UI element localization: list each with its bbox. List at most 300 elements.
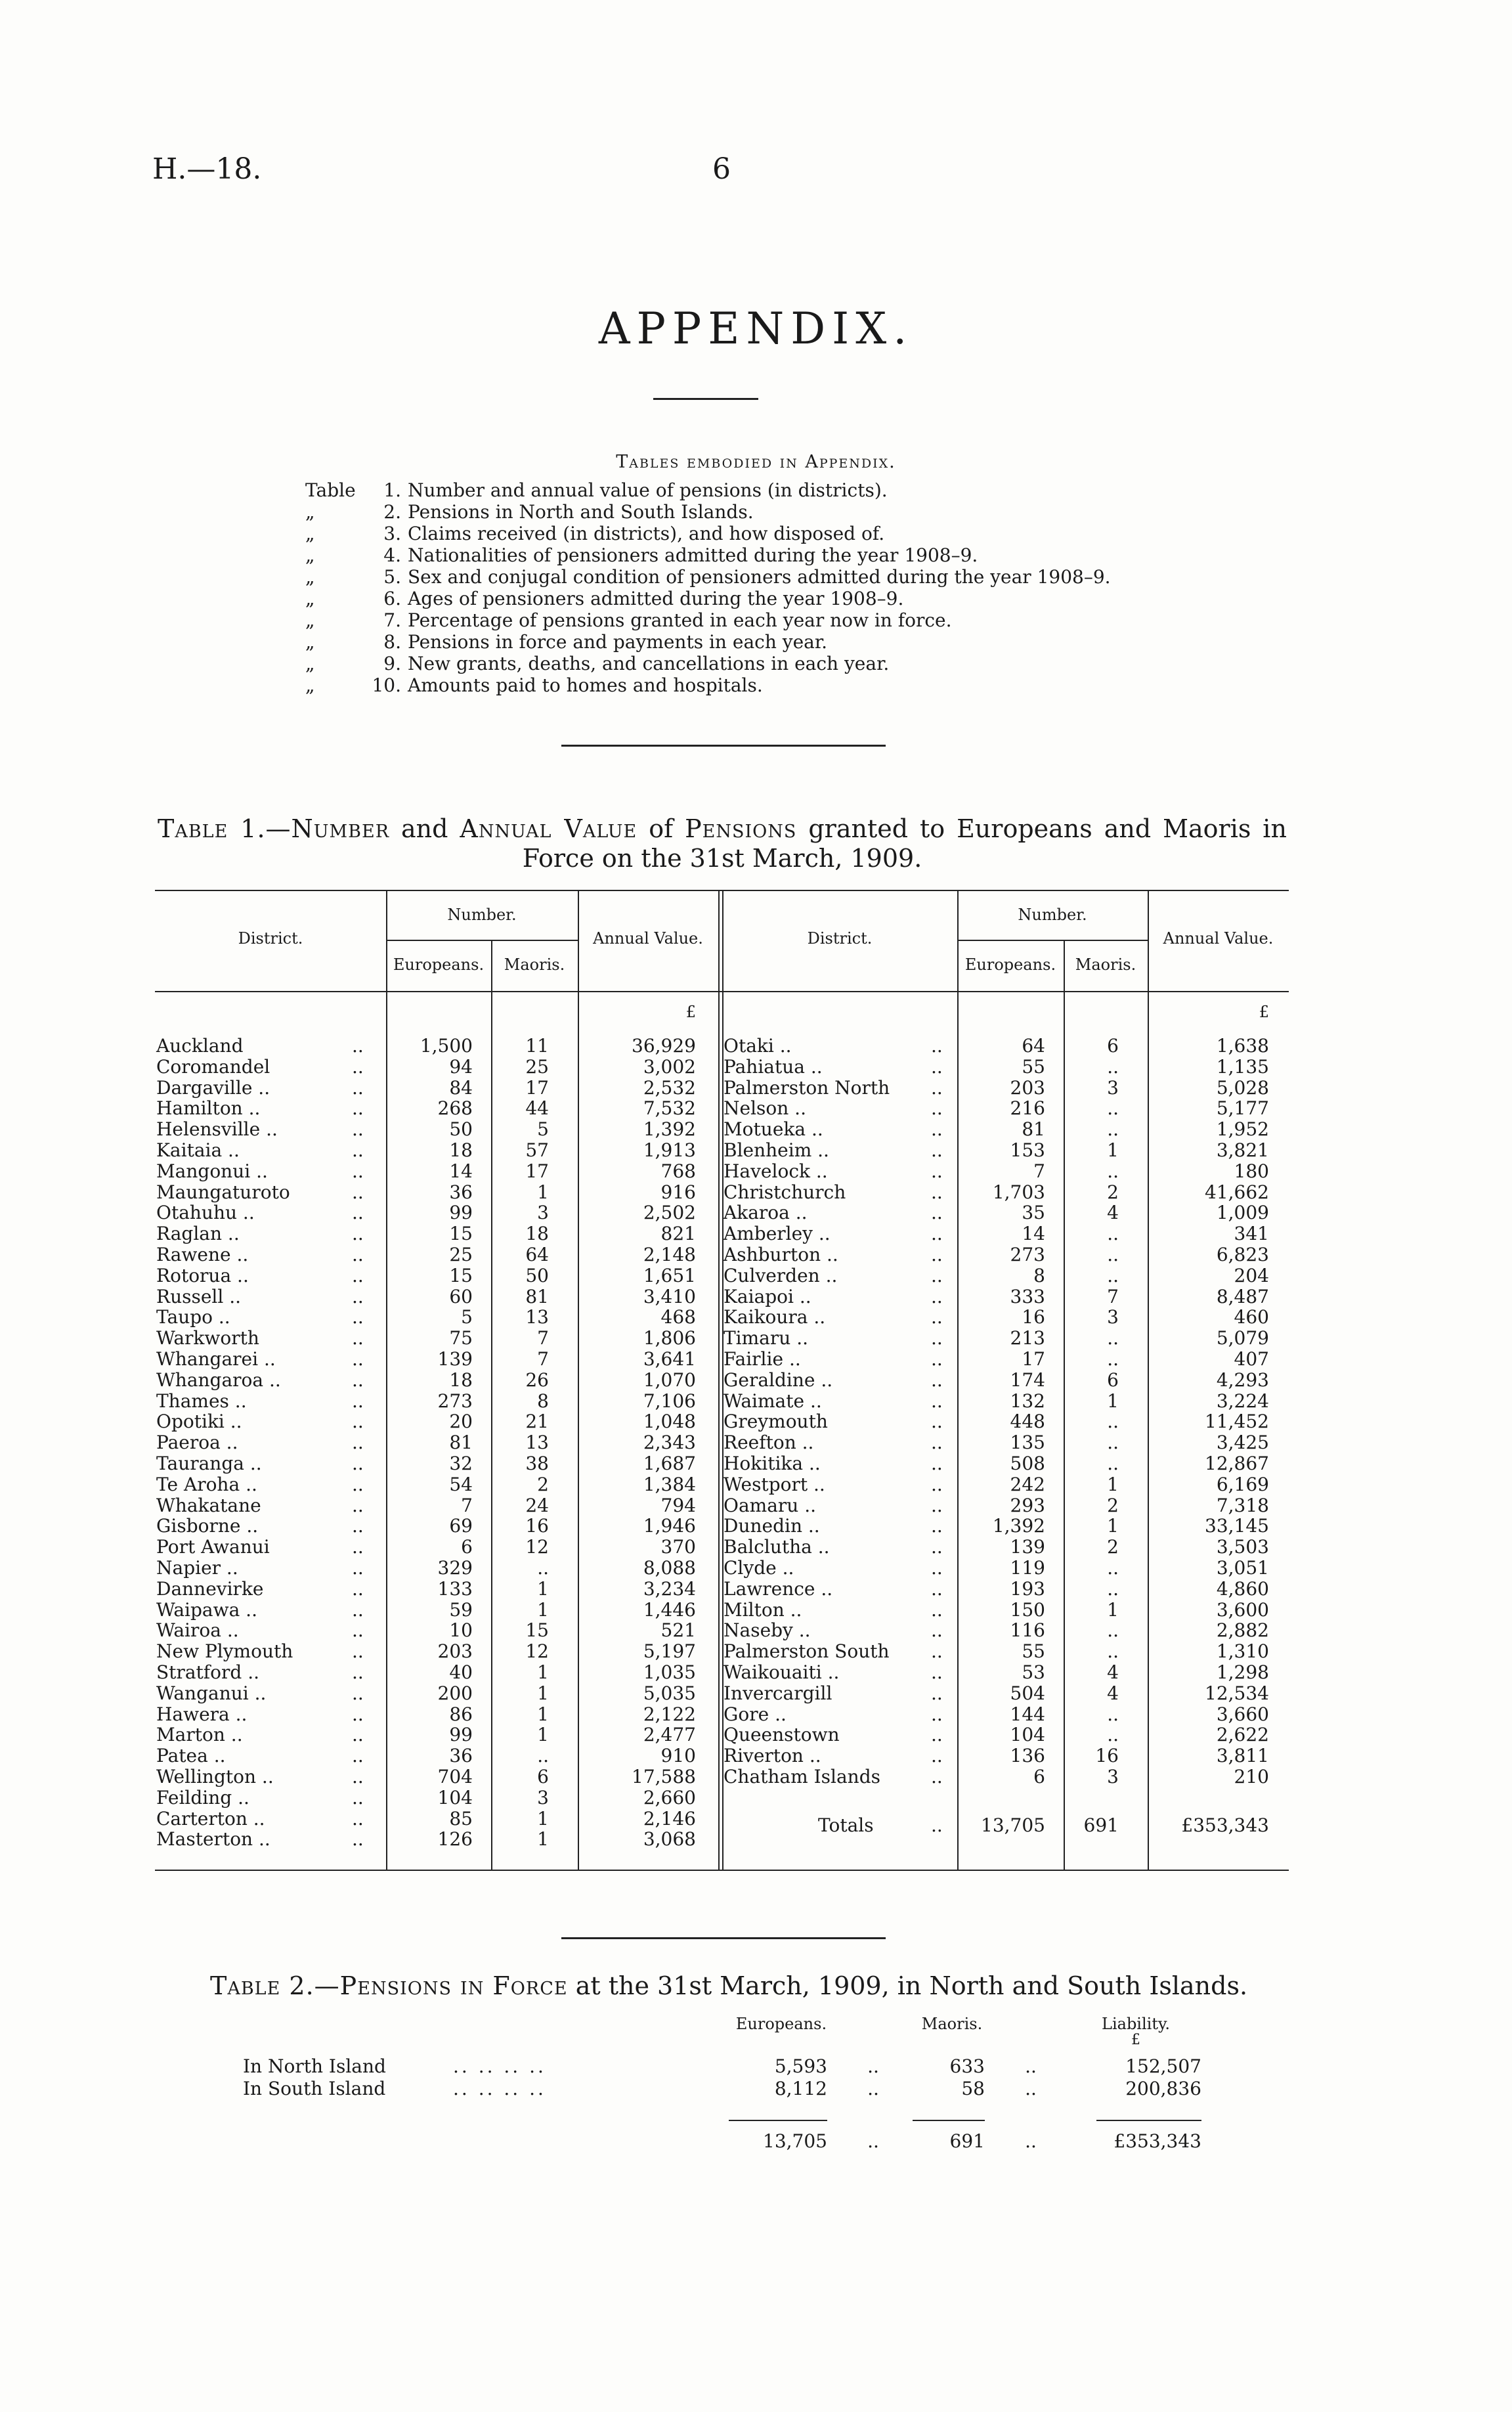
europeans-count: 139 <box>437 1348 473 1370</box>
toc-item-label: Table <box>305 479 356 501</box>
annual-value: 11,452 <box>1205 1411 1269 1433</box>
district-name: Hamilton .. <box>156 1097 261 1120</box>
maoris-count: 3 <box>537 1786 549 1809</box>
europeans-count: 333 <box>1010 1285 1045 1307</box>
total-annual-value: £353,343 <box>1181 1814 1269 1836</box>
annual-value: 33,145 <box>1205 1515 1269 1537</box>
maoris-count: 12 <box>525 1640 549 1663</box>
annual-value: 1,638 <box>1216 1035 1269 1057</box>
leader-dots: .. <box>352 1327 364 1349</box>
leader-dots: .. <box>352 1264 364 1286</box>
europeans-count: 6 <box>1033 1766 1045 1787</box>
leader-dots: .. <box>931 1453 943 1474</box>
annual-value: 2,502 <box>643 1202 696 1224</box>
t2-total-europeans: 13,705 <box>763 2130 827 2152</box>
leader-dots: .. <box>931 1118 943 1141</box>
district-name: Fairlie .. <box>724 1348 801 1370</box>
district-name: Blenheim .. <box>724 1139 829 1161</box>
annual-value: 1,952 <box>1216 1118 1269 1141</box>
total-maoris: 691 <box>1083 1814 1119 1836</box>
annual-value: 3,051 <box>1216 1557 1269 1579</box>
maoris-count: 1 <box>537 1828 549 1851</box>
maoris-count: .. <box>1107 1640 1119 1663</box>
district-name: Patea .. <box>156 1745 226 1767</box>
district-name: Nelson .. <box>724 1097 806 1120</box>
leader-dots: .. <box>352 1285 364 1307</box>
leader-dots: .. <box>352 1223 364 1245</box>
toc-item-number: 10. <box>372 674 401 696</box>
maoris-count: 1 <box>1107 1473 1119 1495</box>
table-row <box>155 1391 1289 1412</box>
annual-value: 2,532 <box>643 1076 696 1099</box>
district-name: Waipawa .. <box>156 1598 257 1621</box>
europeans-count: 242 <box>1010 1473 1045 1495</box>
district-name: New Plymouth <box>156 1640 293 1663</box>
district-name: Motueka .. <box>724 1118 823 1141</box>
annual-value: 3,068 <box>643 1828 696 1851</box>
toc-item <box>305 631 1111 653</box>
table-row <box>155 1202 1289 1223</box>
island-label: In South Island <box>243 2078 386 2099</box>
leader-dots: .. <box>931 1076 943 1099</box>
t2-total-sep: .. <box>1025 2130 1037 2152</box>
maoris-count: .. <box>537 1557 549 1579</box>
europeans-count: 36 <box>449 1181 473 1203</box>
leader-dots: .. <box>931 1703 943 1725</box>
table-row <box>155 1704 1289 1725</box>
annual-value: 36,929 <box>632 1035 696 1057</box>
leader-dots: .. <box>352 1118 364 1141</box>
maoris-count: 3 <box>1107 1076 1119 1099</box>
table1-title-a: Table 1.—Number <box>158 814 390 843</box>
total-europeans: 13,705 <box>981 1814 1045 1836</box>
table1-title-b: and <box>401 814 448 843</box>
district-name: Rawene .. <box>156 1244 249 1265</box>
annual-value: 1,070 <box>643 1369 696 1391</box>
col-header-district: District. <box>807 929 873 948</box>
col-header-europeans: Europeans. <box>964 955 1056 974</box>
leader-dots: .. <box>931 1055 943 1078</box>
leader-dots: .. <box>352 1390 364 1412</box>
europeans-count: 504 <box>1010 1682 1045 1704</box>
leader-dots: .. <box>352 1703 364 1725</box>
annual-value: 1,651 <box>643 1264 696 1286</box>
maoris-count: 1 <box>537 1181 549 1203</box>
table2-title-b: at the 31st March, 1909, in North and South Islands. <box>575 1971 1248 2000</box>
europeans-count: 126 <box>437 1828 473 1851</box>
annual-value: 210 <box>1234 1766 1269 1787</box>
annual-value: 1,035 <box>643 1661 696 1683</box>
leader-dots: .. <box>352 1598 364 1621</box>
table-row <box>155 1662 1289 1683</box>
leader-dots: .. <box>931 1745 943 1767</box>
toc-item <box>305 588 1111 609</box>
district-name: Maungaturoto <box>156 1181 290 1203</box>
maoris-count: 4 <box>1107 1682 1119 1704</box>
europeans-count: 216 <box>1010 1097 1045 1120</box>
leader-dots: .. <box>352 1160 364 1182</box>
district-name: Napier .. <box>156 1557 238 1579</box>
leader-dots: .. <box>931 1160 943 1182</box>
annual-value: 3,660 <box>1216 1703 1269 1725</box>
europeans-count: 213 <box>1010 1327 1045 1349</box>
leader-dots: .. <box>352 1577 364 1600</box>
district-name: Havelock .. <box>724 1160 828 1182</box>
district-name: Helensville .. <box>156 1118 278 1141</box>
maoris-count: 1 <box>537 1807 549 1830</box>
europeans-count: 448 <box>1010 1411 1045 1433</box>
district-name: Kaiapoi .. <box>724 1285 811 1307</box>
district-name: Amberley .. <box>724 1223 831 1245</box>
maoris-count: 1 <box>537 1577 549 1600</box>
europeans-count: 85 <box>449 1807 473 1830</box>
annual-value: 3,811 <box>1216 1745 1269 1767</box>
europeans-count: 116 <box>1010 1619 1045 1642</box>
toc-item-text: Nationalities of pensioners admitted during the year 1908–9. <box>408 544 978 566</box>
sep: .. <box>1025 2078 1037 2099</box>
leader-dots: .. <box>931 1766 943 1787</box>
europeans-count: 64 <box>1022 1035 1045 1057</box>
europeans-count: 104 <box>1010 1724 1045 1746</box>
district-name: Carterton .. <box>156 1807 265 1830</box>
maoris-count: 12 <box>525 1536 549 1558</box>
annual-value: 1,009 <box>1216 1202 1269 1224</box>
table-row <box>155 1620 1289 1641</box>
district-name: Clyde .. <box>724 1557 794 1579</box>
europeans-count: 704 <box>437 1766 473 1787</box>
europeans-count: 18 <box>449 1139 473 1161</box>
leader-dots: .. <box>352 1724 364 1746</box>
maoris-count: 17 <box>525 1076 549 1099</box>
leader-dots: .. <box>931 1223 943 1245</box>
europeans-count: 36 <box>449 1745 473 1767</box>
table-row <box>155 1328 1289 1349</box>
maoris-count: 8 <box>537 1390 549 1412</box>
sep: .. <box>1025 2055 1037 2077</box>
annual-value: 5,177 <box>1216 1097 1269 1120</box>
sep: .. <box>867 2078 879 2099</box>
leader-dots: .. <box>931 1724 943 1746</box>
europeans-count: 17 <box>1022 1348 1045 1370</box>
table-row <box>155 1119 1289 1140</box>
leader-dots: .. <box>931 1577 943 1600</box>
district-name: Te Aroha .. <box>156 1473 257 1495</box>
europeans-count: 5 <box>461 1306 473 1328</box>
europeans-count: 133 <box>437 1577 473 1600</box>
district-name: Gisborne .. <box>156 1515 259 1537</box>
col-header-number: Number. <box>447 906 517 924</box>
europeans-count: 200 <box>437 1682 473 1704</box>
annual-value: 821 <box>660 1223 696 1245</box>
europeans-count: 59 <box>449 1598 473 1621</box>
europeans-count: 8,112 <box>774 2078 827 2099</box>
title-rule <box>653 398 758 400</box>
annual-value: 3,002 <box>643 1055 696 1078</box>
t2-sum-rule <box>729 2120 827 2121</box>
europeans-count: 14 <box>1022 1223 1045 1245</box>
annual-value: 12,534 <box>1205 1682 1269 1704</box>
leader-dots: .. <box>931 1661 943 1683</box>
leader-dots: .. <box>931 1619 943 1642</box>
leader-dots: .. <box>352 1828 364 1851</box>
district-name: Queenstown <box>724 1724 840 1746</box>
europeans-count: 136 <box>1010 1745 1045 1767</box>
table-row <box>155 1036 1289 1057</box>
annual-value: 1,392 <box>643 1118 696 1141</box>
leader-dots: .. <box>931 1814 943 1836</box>
toc-item <box>305 566 1111 588</box>
annual-value: 7,532 <box>643 1097 696 1120</box>
maoris-count: 1 <box>537 1682 549 1704</box>
annual-value: 3,600 <box>1216 1598 1269 1621</box>
annual-value: 3,425 <box>1216 1432 1269 1454</box>
leader-dots: .. <box>352 1453 364 1474</box>
annual-value: 2,882 <box>1216 1619 1269 1642</box>
maoris-count: .. <box>1107 1118 1119 1141</box>
annual-value: 7,106 <box>643 1390 696 1412</box>
maoris-count: 81 <box>525 1285 549 1307</box>
district-name: Marton .. <box>156 1724 243 1746</box>
table-row <box>155 1787 1289 1809</box>
table2-title <box>210 1971 1261 2000</box>
maoris-count: 6 <box>537 1766 549 1787</box>
table-row <box>155 1057 1289 1078</box>
annual-value: 17,588 <box>632 1766 696 1787</box>
annual-value: 2,622 <box>1216 1724 1269 1746</box>
annual-value: 3,503 <box>1216 1536 1269 1558</box>
annual-value: 4,860 <box>1216 1577 1269 1600</box>
t2-sum-rule <box>913 2120 985 2121</box>
district-name: Otaki .. <box>724 1035 792 1057</box>
annual-value: 1,384 <box>643 1473 696 1495</box>
annual-value: 916 <box>660 1181 696 1203</box>
leader-dots: .. <box>352 1661 364 1683</box>
annual-value: 8,088 <box>643 1557 696 1579</box>
maoris-count: 1 <box>537 1724 549 1746</box>
maoris-count: 5 <box>537 1118 549 1141</box>
district-name: Tauranga .. <box>156 1453 262 1474</box>
annual-value: 1,446 <box>643 1598 696 1621</box>
t2-header-europeans: Europeans. <box>735 2015 827 2033</box>
toc-item <box>305 653 1111 674</box>
annual-value: 8,487 <box>1216 1285 1269 1307</box>
europeans-count: 53 <box>1022 1661 1045 1683</box>
maoris-count: .. <box>1107 1160 1119 1182</box>
toc-item <box>305 609 1111 631</box>
totals-label: Totals <box>818 1814 874 1836</box>
annual-value: 12,867 <box>1205 1453 1269 1474</box>
table-row <box>155 1432 1289 1453</box>
table-row <box>155 1495 1289 1516</box>
leader-dots: .. .. .. .. <box>453 2055 546 2077</box>
leader-dots: .. <box>352 1619 364 1642</box>
europeans-count: 135 <box>1010 1432 1045 1454</box>
maoris-count: 57 <box>525 1139 549 1161</box>
europeans-count: 153 <box>1010 1139 1045 1161</box>
district-name: Waimate .. <box>724 1390 822 1412</box>
maoris-count: 633 <box>949 2055 985 2077</box>
annual-value: 1,687 <box>643 1453 696 1474</box>
table-row <box>155 1579 1289 1600</box>
district-name: Rotorua .. <box>156 1264 249 1286</box>
district-name: Paeroa .. <box>156 1432 238 1454</box>
district-name: Raglan .. <box>156 1223 240 1245</box>
district-name: Pahiatua .. <box>724 1055 823 1078</box>
table-row <box>155 1558 1289 1579</box>
liability-value: 200,836 <box>1125 2078 1201 2099</box>
europeans-count: 7 <box>1033 1160 1045 1182</box>
maoris-count: .. <box>1107 1264 1119 1286</box>
maoris-count: 6 <box>1107 1369 1119 1391</box>
maoris-count: 2 <box>537 1473 549 1495</box>
annual-value: 180 <box>1234 1160 1269 1182</box>
section-rule <box>561 1937 886 1939</box>
maoris-count: 17 <box>525 1160 549 1182</box>
district-name: Opotiki .. <box>156 1411 242 1433</box>
leader-dots: .. <box>352 1202 364 1224</box>
europeans-count: 268 <box>437 1097 473 1120</box>
europeans-count: 6 <box>461 1536 473 1558</box>
annual-value: 370 <box>660 1536 696 1558</box>
district-name: Whangaroa .. <box>156 1369 281 1391</box>
t2-header-maoris: Maoris. <box>921 2015 983 2033</box>
page-number: 6 <box>712 152 731 186</box>
europeans-count: 104 <box>437 1786 473 1809</box>
table2-row <box>236 2078 1261 2100</box>
europeans-count: 293 <box>1010 1494 1045 1516</box>
table-row <box>155 1286 1289 1307</box>
toc-item-label: „ <box>305 566 315 588</box>
maoris-count: 1 <box>537 1661 549 1683</box>
annual-value: 910 <box>660 1745 696 1767</box>
leader-dots: .. <box>931 1682 943 1704</box>
number-subrule-right <box>957 940 1148 941</box>
europeans-count: 273 <box>1010 1244 1045 1265</box>
district-name: Timaru .. <box>724 1327 808 1349</box>
table-row <box>155 1411 1289 1432</box>
district-name: Taupo .. <box>156 1306 230 1328</box>
table-row <box>155 1265 1289 1286</box>
europeans-count: 203 <box>437 1640 473 1663</box>
district-name: Hawera .. <box>156 1703 248 1725</box>
europeans-count: 144 <box>1010 1703 1045 1725</box>
annual-value: 407 <box>1234 1348 1269 1370</box>
table1 <box>155 890 1289 1875</box>
europeans-count: 86 <box>449 1703 473 1725</box>
t2-currency: £ <box>1131 2032 1140 2048</box>
district-name: Oamaru .. <box>724 1494 817 1516</box>
district-name: Christchurch <box>724 1181 846 1203</box>
annual-value: 204 <box>1234 1264 1269 1286</box>
toc-item-number: 2. <box>383 501 401 523</box>
maoris-count: .. <box>537 1745 549 1767</box>
europeans-count: 329 <box>437 1557 473 1579</box>
europeans-count: 40 <box>449 1661 473 1683</box>
district-name: Whakatane <box>156 1494 261 1516</box>
t2-total-liability: £353,343 <box>1113 2130 1201 2152</box>
annual-value: 1,048 <box>643 1411 696 1433</box>
europeans-count: 55 <box>1022 1055 1045 1078</box>
table-row <box>155 1078 1289 1099</box>
annual-value: 2,146 <box>643 1807 696 1830</box>
annual-value: 6,823 <box>1216 1244 1269 1265</box>
toc-item-label: „ <box>305 501 315 523</box>
maoris-count: 50 <box>525 1264 549 1286</box>
maoris-count: 7 <box>1107 1285 1119 1307</box>
europeans-count: 99 <box>449 1202 473 1224</box>
district-name: Naseby .. <box>724 1619 811 1642</box>
table-row <box>155 1140 1289 1161</box>
leader-dots: .. <box>931 1432 943 1454</box>
annual-value: 5,197 <box>643 1640 696 1663</box>
europeans-count: 32 <box>449 1453 473 1474</box>
annual-value: 5,028 <box>1216 1076 1269 1099</box>
maoris-count: 26 <box>525 1369 549 1391</box>
table-row <box>155 1745 1289 1766</box>
maoris-count: 16 <box>525 1515 549 1537</box>
col-header-annual-value: Annual Value. <box>593 929 703 948</box>
leader-dots: .. <box>931 1536 943 1558</box>
island-label: In North Island <box>243 2055 386 2077</box>
leader-dots: .. <box>931 1557 943 1579</box>
leader-dots: .. <box>931 1139 943 1161</box>
table-row <box>155 1098 1289 1119</box>
annual-value: 2,343 <box>643 1432 696 1454</box>
maoris-count: 18 <box>525 1223 549 1245</box>
annual-value: 3,821 <box>1216 1139 1269 1161</box>
maoris-count: 16 <box>1095 1745 1119 1767</box>
maoris-count: .. <box>1107 1724 1119 1746</box>
page-title: APPENDIX. <box>598 303 914 354</box>
t2-sum-rule <box>1096 2120 1201 2121</box>
district-name: Culverden .. <box>724 1264 838 1286</box>
maoris-count: 3 <box>1107 1766 1119 1787</box>
toc-item-text: Number and annual value of pensions (in districts). <box>408 479 888 501</box>
leader-dots: .. <box>352 1411 364 1433</box>
table-row <box>155 1349 1289 1370</box>
col-header-number: Number. <box>1018 906 1087 924</box>
col-header-europeans: Europeans. <box>393 955 485 974</box>
district-name: Greymouth <box>724 1411 828 1433</box>
europeans-count: 35 <box>1022 1202 1045 1224</box>
toc-item-number: 9. <box>383 653 401 674</box>
leader-dots: .. <box>931 1306 943 1328</box>
table-row <box>155 1600 1289 1621</box>
toc-item-text: Pensions in force and payments in each year. <box>408 631 828 653</box>
toc-item-label: „ <box>305 523 315 544</box>
maoris-count: .. <box>1107 1557 1119 1579</box>
toc-item-text: Sex and conjugal condition of pensioners admitted during the year 1908–9. <box>408 566 1111 588</box>
europeans-count: 15 <box>449 1264 473 1286</box>
col-header-maoris: Maoris. <box>504 955 565 974</box>
toc-heading: Tables embodied in Appendix. <box>616 452 896 472</box>
europeans-count: 60 <box>449 1285 473 1307</box>
annual-value: 4,293 <box>1216 1369 1269 1391</box>
maoris-count: 11 <box>525 1035 549 1057</box>
europeans-count: 7 <box>461 1494 473 1516</box>
leader-dots: .. <box>352 1536 364 1558</box>
district-name: Westport .. <box>724 1473 825 1495</box>
leader-dots: .. <box>931 1411 943 1433</box>
maoris-count: 7 <box>537 1327 549 1349</box>
annual-value: 6,169 <box>1216 1473 1269 1495</box>
district-name: Balclutha .. <box>724 1536 830 1558</box>
annual-value: 3,224 <box>1216 1390 1269 1412</box>
table1-title-d: of <box>649 814 674 843</box>
annual-value: 768 <box>660 1160 696 1182</box>
district-name: Auckland <box>156 1035 244 1057</box>
maoris-count: 21 <box>525 1411 549 1433</box>
